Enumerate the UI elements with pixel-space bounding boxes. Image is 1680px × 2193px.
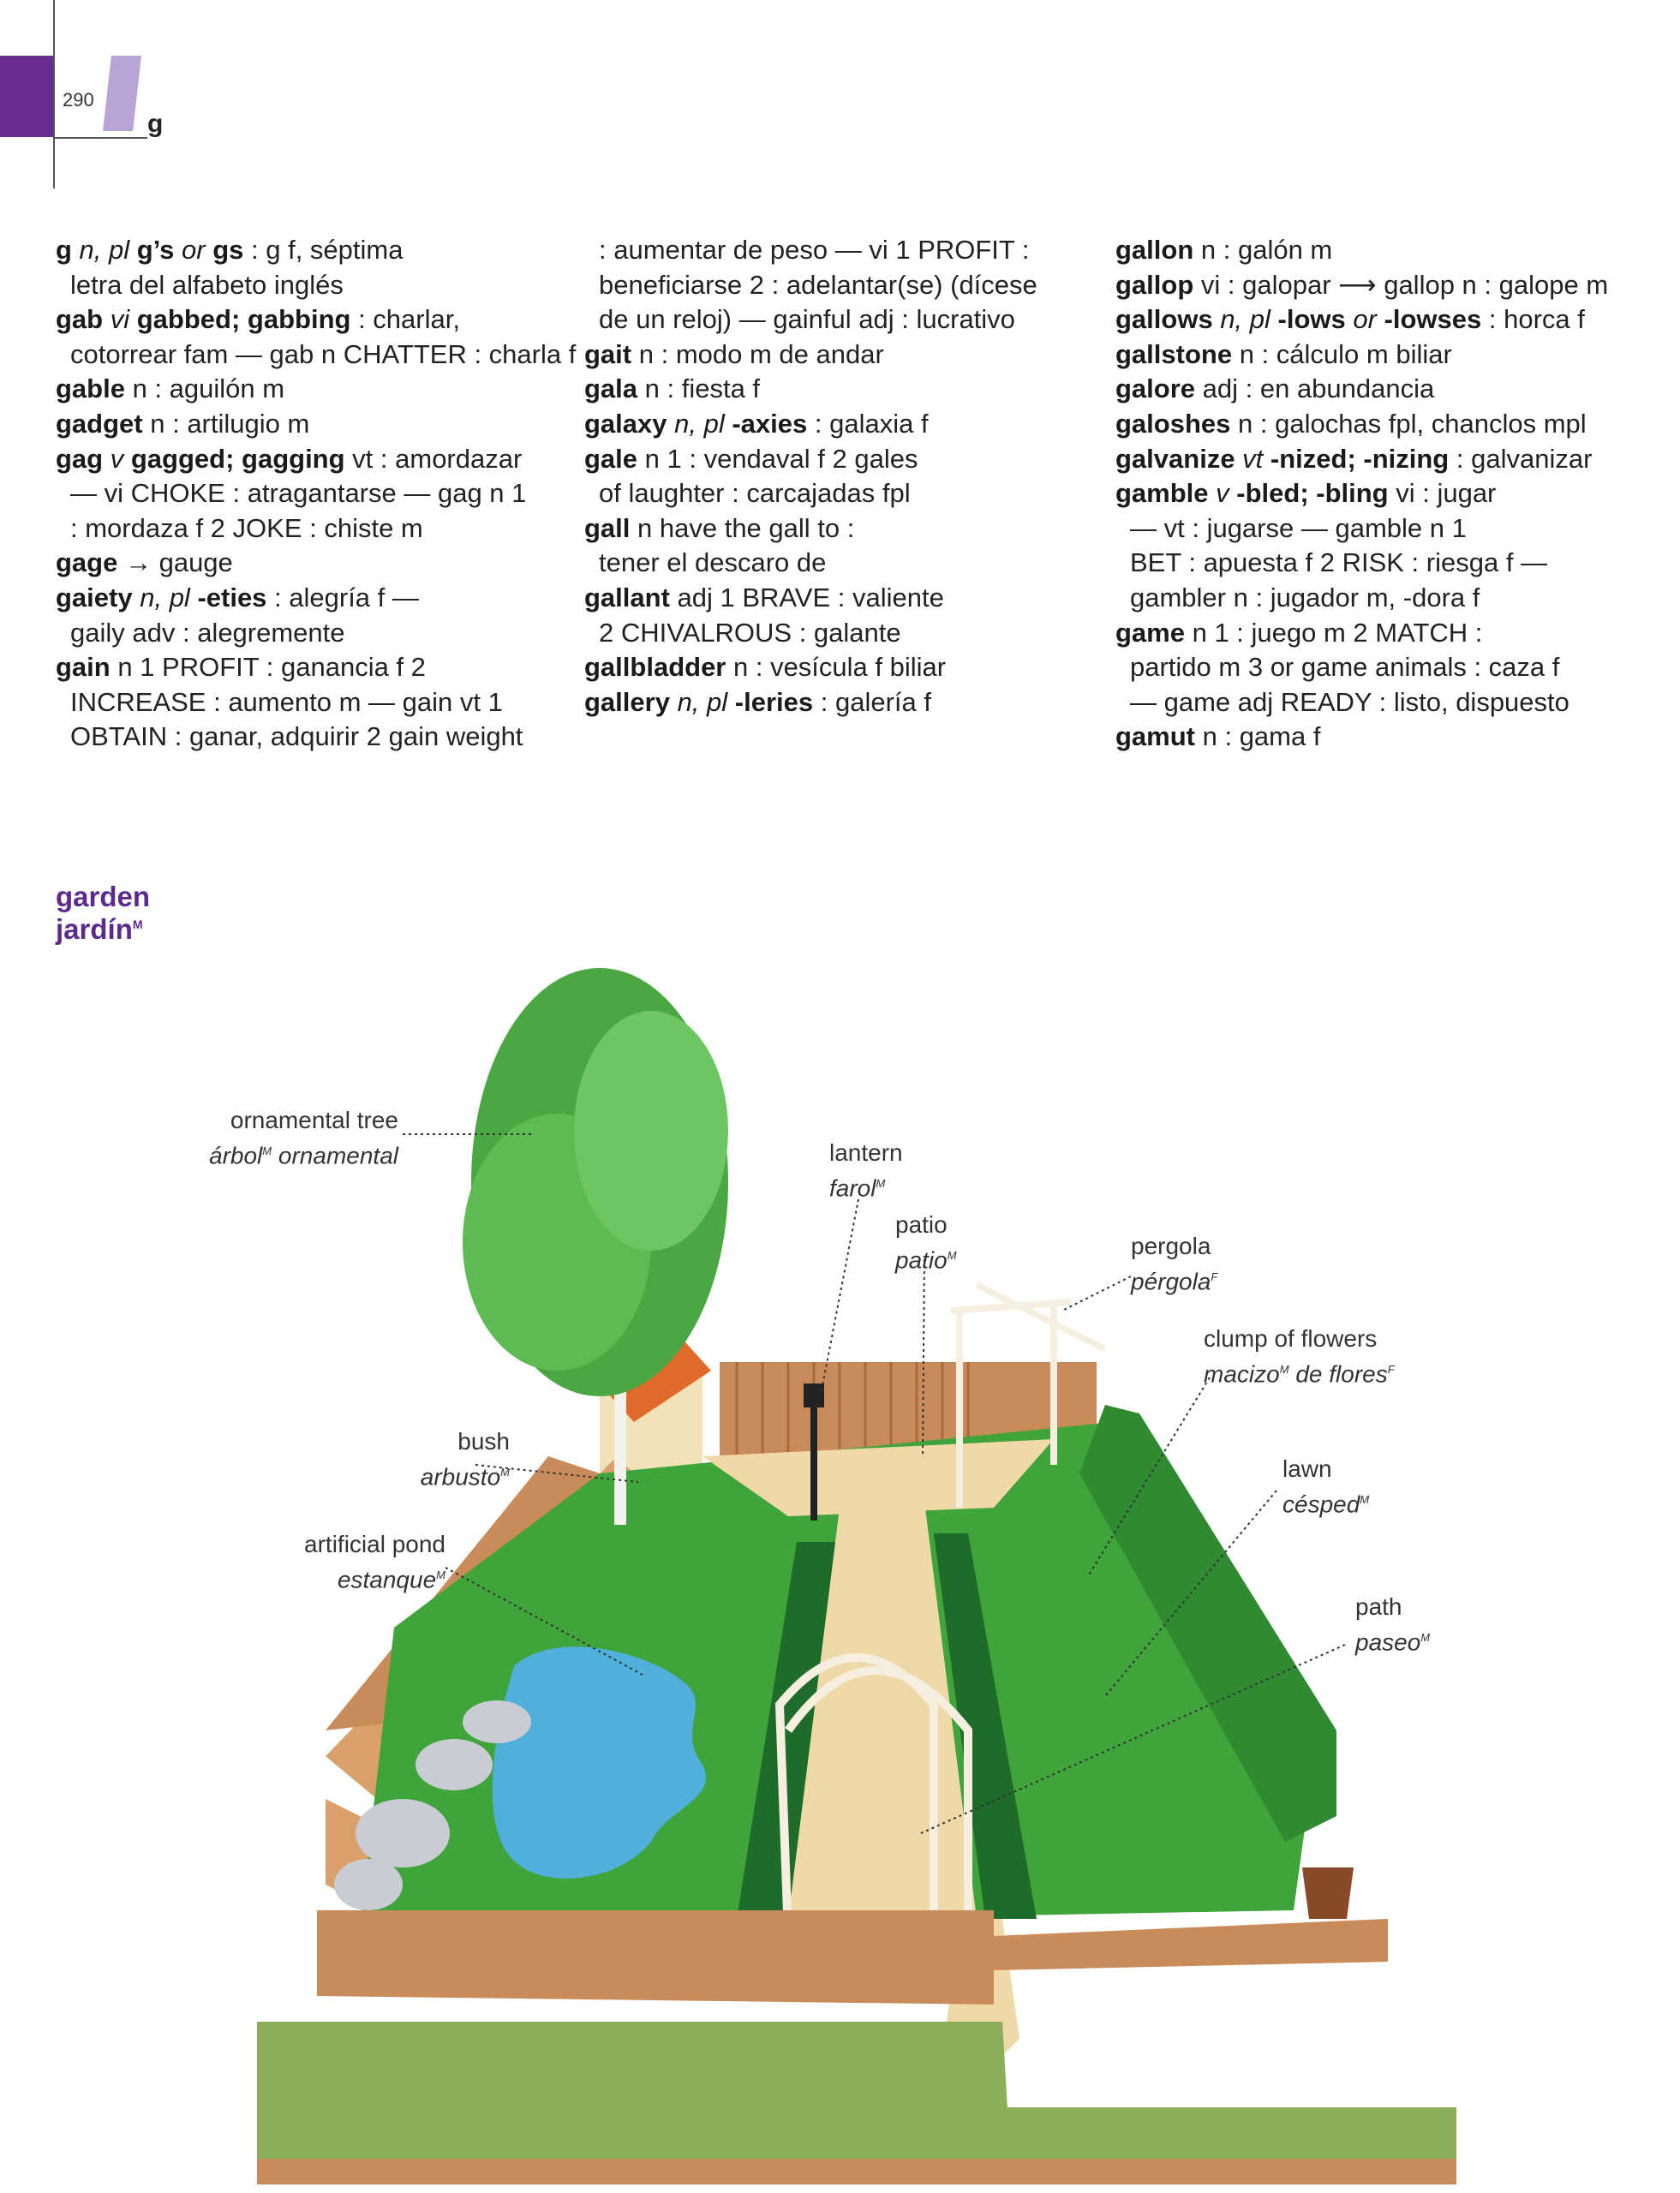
definition-text: n : galochas fpl, chanclos mpl [1230, 408, 1587, 439]
label-clump-en: clump of flowers [1204, 1325, 1378, 1352]
label-patio-es: patio$^M$ [895, 1246, 957, 1274]
inflection: -nized; -nizing [1270, 443, 1450, 474]
definition-continuation: de un reloj) — gainful adj : lucrativo [599, 304, 1015, 335]
inflection: -lows [1277, 304, 1346, 335]
headword: gallbladder [584, 652, 726, 683]
headword: gallop [1115, 269, 1194, 300]
headword: gallon [1115, 235, 1194, 265]
definition-text: n : gama f [1195, 721, 1321, 752]
definition-continuation: 2 CHIVALROUS : galante [599, 617, 901, 648]
definition-text: adj : en abundancia [1195, 373, 1435, 404]
headword: gala [584, 373, 638, 404]
inflection: -eties [197, 582, 267, 612]
inflection: -leries [734, 686, 814, 717]
grammar-label: or [174, 235, 213, 265]
headword: gait [584, 338, 632, 369]
headword: gable [56, 373, 125, 404]
label-pergola-es: pérgola$^F$ [1131, 1268, 1218, 1295]
definition-text: : horca f [1481, 304, 1585, 335]
headword: galore [1115, 373, 1196, 404]
definition-text: adj 1 BRAVE : valiente [669, 582, 944, 612]
grammar-label: n, pl [669, 686, 735, 717]
definition-continuation: BET : apuesta f 2 RISK : riesga f — [1130, 547, 1548, 578]
front-planting-bed-right [1002, 2107, 1456, 2167]
definition-continuation: gambler n : jugador m, -dora f [1130, 582, 1480, 612]
label-ornamental-tree-en: ornamental tree [230, 1107, 398, 1133]
definition-text: n have the gall to : [630, 512, 855, 543]
definition-text: n : cálculo m biliar [1232, 338, 1452, 369]
headword: g [56, 235, 72, 265]
definition-text: n : modo m de andar [631, 338, 884, 369]
label-patio [895, 1210, 957, 1276]
definition-text: : galaxia f [807, 408, 929, 439]
front-planting-bed [257, 2022, 1011, 2167]
definition-continuation: letra del alfabeto inglés [70, 269, 344, 300]
grammar-label: vi [103, 304, 137, 335]
definition-continuation: OBTAIN : ganar, adquirir 2 gain weight [70, 721, 523, 752]
definition-text: : galvanizar [1449, 443, 1593, 474]
definition-text: : charlar, [350, 304, 460, 335]
label-lantern-en: lantern [829, 1139, 903, 1166]
label-lawn-es: césped$^M$ [1282, 1491, 1370, 1518]
label-bush-es: arbusto$^M$ [420, 1463, 510, 1491]
headword: gall [584, 512, 631, 543]
label-ornamental-tree-es: árbol$^M$ ornamental [209, 1142, 398, 1169]
theme-title-spanish: jardín$^M$ [56, 913, 143, 945]
label-bush-en: bush [457, 1428, 510, 1455]
definition-text: vi : galopar ⟶ gallop n : galope m [1193, 269, 1609, 300]
headword: gadget [56, 408, 143, 439]
label-bush [343, 1426, 510, 1492]
definition-continuation: — game adj READY : listo, dispuesto [1130, 686, 1569, 717]
label-lantern [829, 1138, 903, 1204]
definition-continuation: — vt : jugarse — gamble n 1 [1130, 512, 1467, 543]
label-clump-es: macizo$^M$ de flores$^F$ [1204, 1360, 1395, 1388]
inflection: -lowses [1384, 304, 1482, 335]
definition-text: n : fiesta f [637, 373, 761, 404]
page-number: 290 [63, 89, 94, 111]
headword: galoshes [1115, 408, 1231, 439]
label-path-es: paseo$^M$ [1355, 1628, 1431, 1656]
inflection: gs [212, 235, 244, 265]
definition-text: : alegría f — [266, 582, 419, 612]
definition-text: n 1 PROFIT : ganancia f 2 [110, 652, 426, 683]
label-pond-en: artificial pond [304, 1531, 445, 1557]
label-lawn [1282, 1454, 1369, 1520]
grammar-label: v [1208, 478, 1237, 509]
definition-text: n 1 : vendaval f 2 gales [637, 443, 918, 474]
grammar-label: v [103, 443, 131, 474]
definition-continuation: cotorrear fam — gab n CHATTER : charla f [70, 338, 577, 369]
label-path-en: path [1355, 1593, 1402, 1620]
label-patio-en: patio [895, 1211, 948, 1238]
label-path [1355, 1592, 1430, 1658]
headword: gaiety [56, 582, 133, 612]
headword: game [1115, 617, 1185, 648]
definition-continuation: — vi CHOKE : atragantarse — gag n 1 [70, 478, 527, 509]
headword: gallery [584, 686, 670, 717]
inflection: gabbed; gabbing [136, 304, 351, 335]
headword: gab [56, 304, 104, 335]
definition-text: : g f, séptima [243, 235, 404, 265]
definition-continuation: of laughter : carcajadas fpl [599, 478, 911, 509]
label-lawn-en: lawn [1282, 1455, 1332, 1482]
inflection: -bled; -bling [1236, 478, 1389, 509]
definition-text: : galería f [813, 686, 931, 717]
label-ornamental-tree [180, 1105, 398, 1171]
headword: gallant [584, 582, 670, 612]
headword: gallstone [1115, 338, 1233, 369]
definition-text: vi : jugar [1388, 478, 1497, 509]
definition-continuation: partido m 3 or game animals : caza f [1130, 652, 1560, 683]
definition-text: n : galón m [1193, 235, 1333, 265]
definition-continuation: beneficiarse 2 : adelantar(se) (dícese [599, 269, 1037, 300]
label-pergola-en: pergola [1131, 1233, 1211, 1259]
definition-continuation: INCREASE : aumento m — gain vt 1 [70, 686, 503, 717]
definition-text: → gauge [117, 547, 233, 578]
grammar-label: n, pl [667, 408, 732, 439]
grammar-label: n, pl [1212, 304, 1278, 335]
definition-text: n : aguilón m [124, 373, 285, 404]
headword: galvanize [1115, 443, 1235, 474]
definition-continuation: : aumentar de peso — vi 1 PROFIT : [599, 235, 1030, 265]
headword: gale [584, 443, 638, 474]
definition-continuation: gaily adv : alegremente [70, 617, 345, 648]
inflection: gagged; gagging [130, 443, 345, 474]
definition-text: n : vesícula f biliar [726, 652, 947, 683]
definition-text: n 1 : juego m 2 MATCH : [1184, 617, 1483, 648]
grammar-label: vt [1235, 443, 1270, 474]
label-lantern-es: farol$^M$ [829, 1174, 886, 1202]
grammar-label: n, pl [71, 235, 137, 265]
label-clump-of-flowers [1204, 1324, 1395, 1389]
headword: gain [56, 652, 111, 683]
definition-continuation: : mordaza f 2 JOKE : chiste m [70, 512, 423, 543]
grammar-label: or [1345, 304, 1384, 335]
section-letter: g [147, 110, 164, 138]
raised-bed-wall [317, 1910, 1388, 2005]
headword: gamble [1115, 478, 1209, 509]
label-artificial-pond [231, 1529, 445, 1595]
headword: gag [56, 443, 104, 474]
headword: gallows [1115, 304, 1213, 335]
theme-title-english: garden [56, 881, 151, 912]
grammar-label: n, pl [132, 582, 198, 612]
headword: gage [56, 547, 118, 578]
inflection: -axies [732, 408, 808, 439]
definition-text: vt : amordazar [344, 443, 523, 474]
headword: galaxy [584, 408, 667, 439]
definition-continuation: tener el descaro de [599, 547, 827, 578]
inflection: g’s [136, 235, 175, 265]
headword: gamut [1115, 721, 1195, 752]
plant-pot [1302, 1867, 1354, 1919]
front-border-edge [257, 2159, 1456, 2184]
label-pergola [1131, 1231, 1217, 1297]
label-pond-es: estanque$^M$ [337, 1566, 445, 1593]
definition-text: n : artilugio m [142, 408, 310, 439]
